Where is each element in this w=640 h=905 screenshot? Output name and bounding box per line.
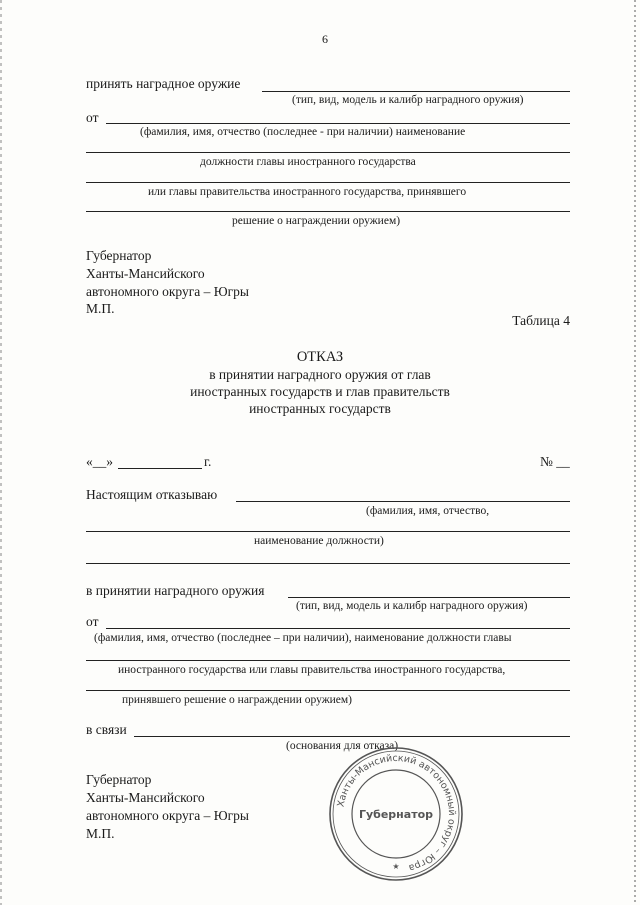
weapon-label: в принятии наградного оружия (86, 583, 265, 598)
refuse-line (236, 501, 570, 502)
from2-line-3 (86, 690, 570, 691)
stamp-place-label: М.П. (86, 301, 115, 316)
reason-line (134, 736, 570, 737)
from-line-2 (86, 152, 570, 153)
scan-edge-right (634, 0, 636, 905)
seal-ring-text: Ханты-Мансийский автономный округ – Югра (335, 752, 458, 874)
weapon-caption: (тип, вид, модель и калибр наградного оружия) (296, 600, 528, 612)
heading-line-3: иностранных государств (249, 401, 391, 416)
accept-label: принять наградное оружие (86, 76, 241, 91)
refuse-line-2 (86, 531, 570, 532)
signature2-region: Ханты-Мансийского (86, 790, 205, 805)
refuse-caption-1: (фамилия, имя, отчество, (366, 505, 490, 517)
from2-label: от (86, 614, 99, 629)
stamp2-place-label: М.П. (86, 826, 115, 841)
from-line (106, 123, 570, 124)
signature-okrug: автономного округа – Югры (86, 284, 249, 299)
document-number: № __ (540, 454, 570, 469)
from2-line-2 (86, 660, 570, 661)
page-number: 6 (322, 32, 328, 46)
heading-line-1: в принятии наградного оружия от глав (209, 367, 431, 382)
signature-title: Губернатор (86, 248, 152, 263)
refuse-label: Настоящим отказываю (86, 487, 218, 502)
document-title: ОТКАЗ (296, 349, 344, 365)
scan-edge-left (0, 0, 2, 905)
date-day: «__» (86, 454, 113, 469)
from2-caption-2: иностранного государства или главы правительства иностранного государства, (118, 664, 506, 676)
signature-region: Ханты-Мансийского (86, 266, 205, 281)
from-label: от (86, 110, 99, 125)
official-seal (326, 744, 466, 884)
seal-center-text: Губернатор (358, 808, 434, 821)
from-caption-4: решение о награждении оружием) (232, 215, 401, 227)
heading-line-2: иностранных государств и глав правительств (190, 384, 450, 399)
from-caption-1: (фамилия, имя, отчество (последнее - при наличии) наименование (140, 126, 466, 138)
signature2-title: Губернатор (86, 772, 152, 787)
from-line-3 (86, 182, 570, 183)
refuse-caption-2: наименование должности) (254, 535, 384, 547)
refuse-line-3 (86, 563, 570, 564)
seal-star-icon: ★ (392, 862, 400, 871)
from-caption-3: или главы правительства иностранного государства, принявшего (148, 186, 467, 198)
accept-caption: (тип, вид, модель и калибр наградного оружия) (292, 94, 524, 106)
from2-caption-1: (фамилия, имя, отчество (последнее – при наличии), наименование должности главы (94, 632, 512, 644)
reason-label: в связи (86, 722, 127, 737)
from-caption-2: должности главы иностранного государства (200, 156, 416, 168)
from2-line (106, 628, 570, 629)
weapon-line (288, 597, 570, 598)
signature2-okrug: автономного округа – Югры (86, 808, 249, 823)
accept-line (262, 91, 570, 92)
date-year-suffix: г. (204, 454, 212, 469)
date-month-line (118, 468, 202, 469)
from2-caption-3: принявшего решение о награждении оружием) (122, 694, 352, 706)
table-label: Таблица 4 (512, 313, 570, 328)
from-line-4 (86, 211, 570, 212)
reason-caption: (основания для отказа) (286, 740, 399, 752)
